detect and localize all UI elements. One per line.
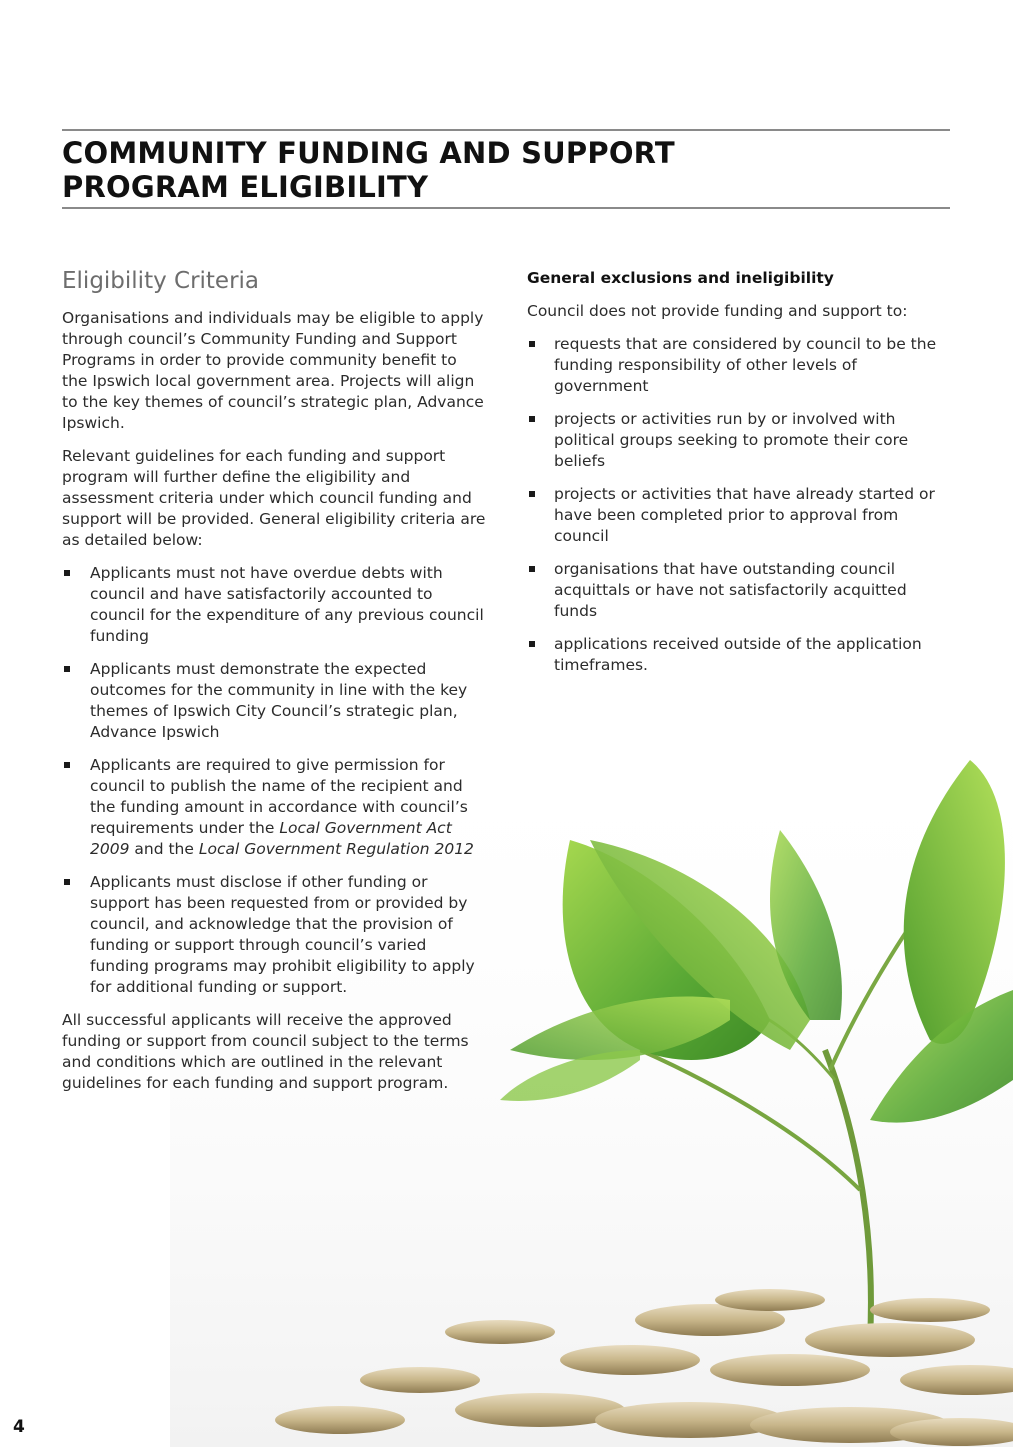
act-reference: Local Government Act 2009 bbox=[90, 819, 452, 858]
square-bullet-icon bbox=[529, 641, 535, 647]
list-item-text-part: and the bbox=[129, 840, 199, 858]
list-item bbox=[527, 409, 947, 472]
exclusions-heading: General exclusions and ineligibility bbox=[527, 269, 834, 287]
square-bullet-icon bbox=[529, 416, 535, 422]
list-item bbox=[62, 659, 487, 743]
title-bottom-rule bbox=[62, 207, 950, 209]
list-item-text: Applicants must not have overdue debts with council and have satisfactorily accounted to council for the expenditure of any previous council funding bbox=[90, 564, 484, 645]
square-bullet-icon bbox=[529, 566, 535, 572]
list-item bbox=[527, 484, 947, 547]
list-item bbox=[527, 559, 947, 622]
page-number: 4 bbox=[13, 1417, 25, 1437]
list-item bbox=[527, 634, 947, 676]
square-bullet-icon bbox=[529, 341, 535, 347]
square-bullet-icon bbox=[64, 570, 70, 576]
page-title-line-2: PROGRAM ELIGIBILITY bbox=[62, 170, 429, 204]
square-bullet-icon bbox=[64, 666, 70, 672]
square-bullet-icon bbox=[64, 879, 70, 885]
square-bullet-icon bbox=[64, 762, 70, 768]
eligibility-intro-paragraph: Organisations and individuals may be eligible to apply through council’s Community Funding and Support Programs in order to provide community benefit to the Ipswich local government area. Projects will align to the key themes of council’s strategic plan, Advance Ipswich. bbox=[62, 309, 484, 432]
page-title-line-1: COMMUNITY FUNDING AND SUPPORT bbox=[62, 136, 675, 170]
guidelines-paragraph: Relevant guidelines for each funding and support program will further define the eligibility and assessment criteria under which council funding and support will be provided. General eligibility criteria are as detailed below: bbox=[62, 447, 486, 549]
exclusions-list bbox=[527, 334, 947, 676]
list-item bbox=[62, 755, 487, 860]
eligibility-criteria-heading: Eligibility Criteria bbox=[62, 268, 260, 294]
list-item-text: projects or activities that have already started or have been completed prior to approval from council bbox=[554, 485, 935, 545]
page-title bbox=[62, 136, 822, 204]
exclusions-intro: Council does not provide funding and support to: bbox=[527, 302, 908, 320]
list-item-text: Applicants must demonstrate the expected outcomes for the community in line with the key themes of Ipswich City Council’s strategic plan, Advance Ipswich bbox=[90, 660, 468, 741]
square-bullet-icon bbox=[529, 491, 535, 497]
list-item bbox=[62, 563, 487, 647]
list-item bbox=[62, 872, 487, 998]
list-item-text-part: Applicants are required to give permission for council to publish the name of the recipient and the funding amount in accordance with council’s requirements under the bbox=[90, 756, 468, 837]
exclusions-column bbox=[527, 266, 947, 688]
successful-applicants-paragraph: All successful applicants will receive the approved funding or support from council subject to the terms and conditions which are outlined in the relevant guidelines for each funding and support program. bbox=[62, 1011, 469, 1092]
list-item-text: organisations that have outstanding council acquittals or have not satisfactorily acquitted funds bbox=[554, 560, 907, 620]
eligibility-criteria-list bbox=[62, 563, 487, 998]
eligibility-criteria-column bbox=[62, 266, 487, 1106]
list-item-text: projects or activities run by or involved with political groups seeking to promote their core beliefs bbox=[554, 410, 909, 470]
list-item-text: Applicants must disclose if other funding or support has been requested from or provided by council, and acknowledge that the provision of funding or support through council’s varied funding programs may prohibit eligibility to apply for additional funding or support. bbox=[90, 873, 475, 996]
list-item-text: applications received outside of the application timeframes. bbox=[554, 635, 922, 674]
title-top-rule bbox=[62, 129, 950, 131]
list-item bbox=[527, 334, 947, 397]
list-item-text: requests that are considered by council to be the funding responsibility of other levels of government bbox=[554, 335, 937, 395]
regulation-reference: Local Government Regulation 2012 bbox=[198, 840, 474, 858]
